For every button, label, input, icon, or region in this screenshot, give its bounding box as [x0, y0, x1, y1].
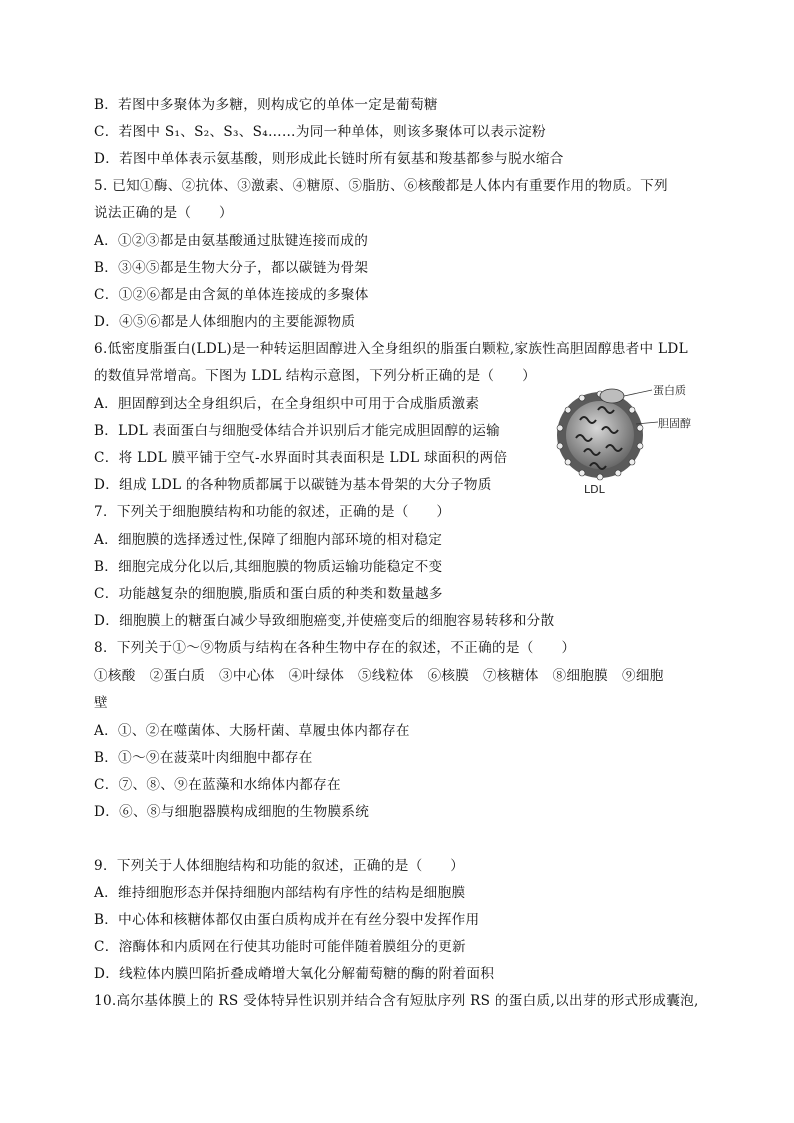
question-8-items: ①核酸 ②蛋白质 ③中心体 ④叶绿体 ⑤线粒体 ⑥核膜 ⑦核糖体 ⑧细胞膜 ⑨细胞 — [94, 668, 664, 684]
question-6-stem: 6.低密度脂蛋白(LDL)是一种转运胆固醇进入全身组织的脂蛋白颗粒,家族性高胆固醇患者中 LDL — [94, 341, 688, 357]
question-8-stem: 8．下列关于①～⑨物质与结构在各种生物中存在的叙述，不正确的是（ ） — [94, 640, 576, 656]
question-8-option-b: B．①～⑨在菠菜叶肉细胞中都存在 — [94, 750, 313, 766]
question-6-option-c: C．将 LDL 膜平铺于空气-水界面时其表面积是 LDL 球面积的两倍 — [94, 450, 508, 466]
ldl-illustration — [540, 380, 700, 500]
question-5-option-b: B．③④⑤都是生物大分子，都以碳链为骨架 — [94, 260, 369, 276]
question-7-option-c: C．功能越复杂的细胞膜,脂质和蛋白质的种类和数量越多 — [94, 586, 443, 602]
figure-caption: LDL — [584, 483, 605, 496]
question-7-stem: 7．下列关于细胞膜结构和功能的叙述，正确的是（ ） — [94, 504, 451, 520]
question-8-items-cont: 壁 — [94, 695, 108, 711]
question-9-option-d: D．线粒体内膜凹陷折叠成嵴增大氧化分解葡萄糖的酶的附着面积 — [94, 966, 495, 982]
question-8-option-a: A．①、②在噬菌体、大肠杆菌、草履虫体内都存在 — [94, 723, 410, 739]
question-6-stem-cont: 的数值异常增高。下图为 LDL 结构示意图，下列分析正确的是（ ） — [94, 368, 537, 384]
question-8-option-d: D．⑥、⑧与细胞器膜构成细胞的生物膜系统 — [94, 804, 370, 820]
question-5-stem-cont: 说法正确的是（ ） — [94, 205, 233, 221]
ldl-structure-figure — [540, 380, 700, 500]
question-7-option-d: D．细胞膜上的糖蛋白减少导致细胞癌变,并使癌变后的细胞容易转移和分散 — [94, 613, 555, 629]
question-9-option-a: A．维持细胞形态并保持细胞内部结构有序性的结构是细胞膜 — [94, 885, 466, 901]
question-6-option-d: D．组成 LDL 的各种物质都属于以碳链为基本骨架的大分子物质 — [94, 477, 492, 493]
question-5-option-a: A．①②③都是由氨基酸通过肽键连接而成的 — [94, 233, 369, 249]
question-10-stem: 10.高尔基体膜上的 RS 受体特异性识别并结合含有短肽序列 RS 的蛋白质,以出芽的形式形成囊泡, — [94, 993, 699, 1009]
question-7-option-b: B．细胞完成分化以后,其细胞膜的物质运输功能稳定不变 — [94, 559, 443, 575]
question-9-stem: 9．下列关于人体细胞结构和功能的叙述，正确的是（ ） — [94, 858, 465, 874]
question-5-stem: 5. 已知①酶、②抗体、③激素、④糖原、⑤脂肪、⑥核酸都是人体内有重要作用的物质。下列 — [94, 178, 668, 194]
question-6-option-b: B．LDL 表面蛋白与细胞受体结合并识别后才能完成胆固醇的运输 — [94, 423, 500, 439]
question-8-option-c: C．⑦、⑧、⑨在蓝藻和水绵体内都存在 — [94, 777, 341, 793]
question-4-option-b: B．若图中多聚体为多糖，则构成它的单体一定是葡萄糖 — [94, 97, 438, 113]
protein-leader-line — [624, 390, 652, 396]
question-9-option-c: C．溶酶体和内质网在行使其功能时可能伴随着膜组分的更新 — [94, 939, 466, 955]
ldl-surface-protein — [600, 389, 624, 403]
question-4-option-d: D．若图中单体表示氨基酸，则形成此长链时所有氨基和羧基都参与脱水缩合 — [94, 151, 564, 167]
ldl-core — [566, 401, 634, 469]
question-7-option-a: A．细胞膜的选择透过性,保障了细胞内部环境的相对稳定 — [94, 532, 443, 548]
question-4-option-c: C．若图中 S₁、S₂、S₃、S₄……为同一种单体，则该多聚体可以表示淀粉 — [94, 124, 546, 140]
question-6-option-a: A．胆固醇到达全身组织后，在全身组织中可用于合成脂质激素 — [94, 396, 480, 412]
question-9-option-b: B．中心体和核糖体都仅由蛋白质构成并在有丝分裂中发挥作用 — [94, 912, 480, 928]
label-protein: 蛋白质 — [653, 384, 686, 397]
question-5-option-c: C．①②⑥都是由含氮的单体连接成的多聚体 — [94, 287, 369, 303]
question-5-option-d: D．④⑤⑥都是人体细胞内的主要能源物质 — [94, 314, 356, 330]
label-cholesterol: 胆固醇 — [658, 417, 691, 430]
